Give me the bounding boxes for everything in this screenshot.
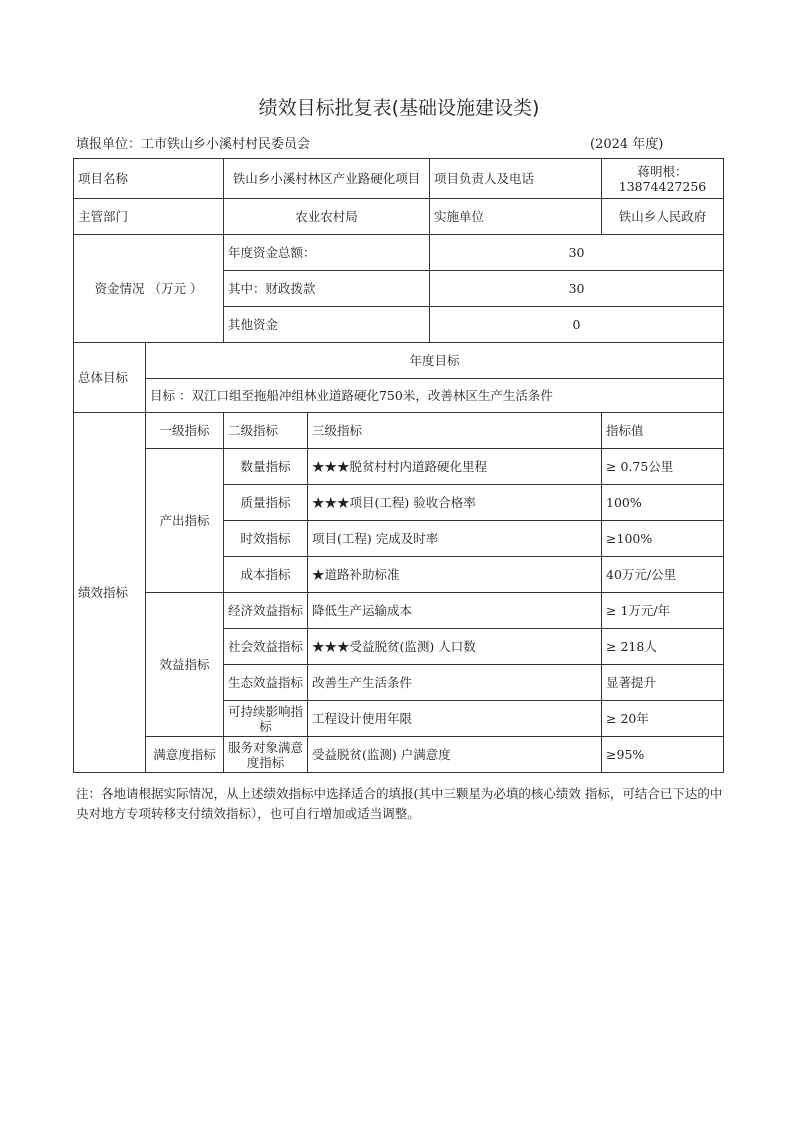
benefit-label: 效益指标 xyxy=(146,593,224,737)
col-level2: 二级指标 xyxy=(224,413,308,449)
indicator-l3: ★★★项目(工程) 验收合格率 xyxy=(308,485,602,521)
funds-total-label: 年度资金总额： xyxy=(224,235,430,271)
indicator-value: 100% xyxy=(602,485,724,521)
project-name: 铁山乡小溪村林区产业路硬化项目 xyxy=(224,159,430,199)
filing-unit: 填报单位：​工市铁山乡小溪村村民委员会 xyxy=(76,137,311,152)
indicator-l2: 经济效益指标 xyxy=(224,593,308,629)
funds-fiscal-value: 30 xyxy=(430,271,724,307)
footnote: 注：各地请根据实际情况，从上述绩效指标中选择适合的填报(其中三颗星为必填的核心绩效 指标，可结合已下达的中央对地方专项转移支付绩效指标），也可自行增加或适当调整。 xyxy=(76,786,723,821)
funds-total-value: 30 xyxy=(430,235,724,271)
indicator-l3: 项目(工程) 完成及时率 xyxy=(308,521,602,557)
indicator-l2: 时效指标 xyxy=(224,521,308,557)
report-year: (2024 年度) xyxy=(590,137,664,152)
indicator-l2: 社会效益指标 xyxy=(224,629,308,665)
goal-year-label: 年度目标 xyxy=(146,343,724,379)
indicator-l2: 成本指标 xyxy=(224,557,308,593)
indicator-l3: ★道路补助标准 xyxy=(308,557,602,593)
dept-value: 农业农村局 xyxy=(224,199,430,235)
manager-value: 蒋明根：13874427256 xyxy=(602,159,724,199)
indicator-l3: 受益脱贫(监测) 户满意度 xyxy=(308,737,602,773)
indicator-value: ≥ 0.75公里 xyxy=(602,449,724,485)
goal-text: 目标 ：双江口组至拖船冲组林业道路硬化750米，改善林区生产生活条件 xyxy=(146,379,724,413)
indicator-l3: 降低生产运输成本 xyxy=(308,593,602,629)
indicator-l3: 工程设计使用年限 xyxy=(308,701,602,737)
indicator-value: 40万元/公里 xyxy=(602,557,724,593)
indicator-l2: 可持续影响指标 xyxy=(224,701,308,737)
col-value: 指标值 xyxy=(602,413,724,449)
indicator-value: ≥95% xyxy=(602,737,724,773)
indicator-l3: 改善生产生活条件 xyxy=(308,665,602,701)
funds-label: 资金情况 （万元 ） xyxy=(74,235,224,343)
indicator-value: 显著提升 xyxy=(602,665,724,701)
indicator-value: ≥ 20年 xyxy=(602,701,724,737)
impl-label: 实施单位 xyxy=(430,199,602,235)
manager-label: 项目负责人及电话 xyxy=(430,159,602,199)
goal-label: 总体目标 xyxy=(74,343,146,413)
indicator-l2: 数量指标 xyxy=(224,449,308,485)
performance-table xyxy=(73,158,724,773)
dept-label: 主管部门 xyxy=(74,199,224,235)
perf-label: 绩效指标 xyxy=(74,413,146,773)
project-name-label: 项目名称 xyxy=(74,159,224,199)
indicator-l2: 生态效益指标 xyxy=(224,665,308,701)
col-level1: 一级指标 xyxy=(146,413,224,449)
funds-other-label: 其他资金 xyxy=(224,307,430,343)
page-title: 绩效目标批复表(基础设施建设类) xyxy=(258,97,540,119)
indicator-l2: 质量指标 xyxy=(224,485,308,521)
indicator-l2: 服务对象满意度指标 xyxy=(224,737,308,773)
indicator-l3: ★★★受益脱贫(监测) 人口数 xyxy=(308,629,602,665)
indicator-value: ≥ 218人 xyxy=(602,629,724,665)
funds-other-value: 0 xyxy=(430,307,724,343)
indicator-l3: ★★★脱贫村村内道路硬化里程 xyxy=(308,449,602,485)
indicator-value: ≥100% xyxy=(602,521,724,557)
funds-fiscal-label: 其中：财政拨款 xyxy=(224,271,430,307)
output-label: 产出指标 xyxy=(146,449,224,593)
col-level3: 三级指标 xyxy=(308,413,602,449)
indicator-value: ≥ 1万元/年 xyxy=(602,593,724,629)
satisfaction-label: 满意度指标 xyxy=(146,737,224,773)
impl-value: 铁山乡人民政府 xyxy=(602,199,724,235)
